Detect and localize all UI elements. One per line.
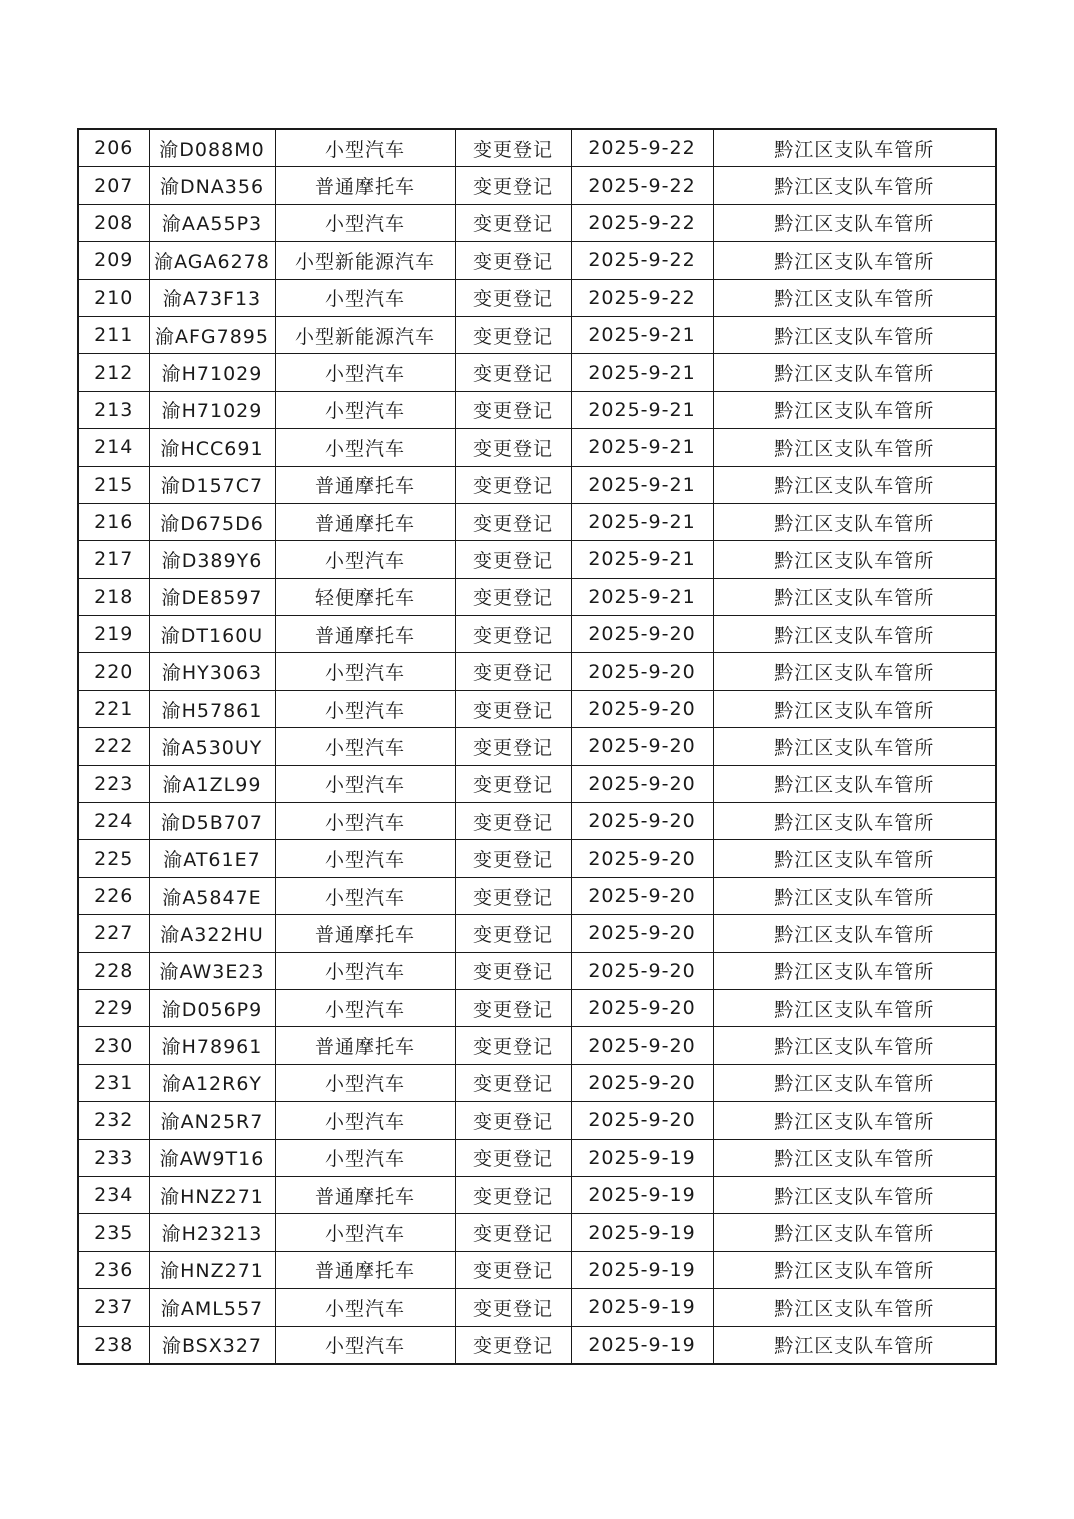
date-cell: 2025-9-22 — [571, 242, 713, 279]
office-cell: 黔江区支队车管所 — [713, 952, 996, 989]
row-number-cell: 210 — [78, 279, 149, 316]
office-cell: 黔江区支队车管所 — [713, 242, 996, 279]
office-cell: 黔江区支队车管所 — [713, 204, 996, 241]
vehicle-type-cell: 小型汽车 — [275, 840, 455, 877]
business-type-cell: 变更登记 — [455, 765, 571, 802]
plate-number-cell: 渝AT61E7 — [149, 840, 275, 877]
business-type-cell: 变更登记 — [455, 466, 571, 503]
vehicle-registration-table — [77, 128, 997, 1365]
row-number-cell: 221 — [78, 690, 149, 727]
table-row — [78, 840, 996, 877]
business-type-cell: 变更登记 — [455, 840, 571, 877]
date-cell: 2025-9-19 — [571, 1176, 713, 1213]
business-type-cell: 变更登记 — [455, 989, 571, 1026]
date-cell: 2025-9-20 — [571, 952, 713, 989]
table-row — [78, 541, 996, 578]
vehicle-type-cell: 小型汽车 — [275, 1064, 455, 1101]
office-cell: 黔江区支队车管所 — [713, 765, 996, 802]
business-type-cell: 变更登记 — [455, 1064, 571, 1101]
plate-number-cell: 渝AW3E23 — [149, 952, 275, 989]
plate-number-cell: 渝H71029 — [149, 354, 275, 391]
business-type-cell: 变更登记 — [455, 616, 571, 653]
office-cell: 黔江区支队车管所 — [713, 1214, 996, 1251]
plate-number-cell: 渝AN25R7 — [149, 1102, 275, 1139]
plate-number-cell: 渝D675D6 — [149, 503, 275, 540]
table-row — [78, 1102, 996, 1139]
business-type-cell: 变更登记 — [455, 429, 571, 466]
vehicle-type-cell: 小型汽车 — [275, 877, 455, 914]
vehicle-type-cell: 普通摩托车 — [275, 1251, 455, 1288]
table-row — [78, 204, 996, 241]
row-number-cell: 231 — [78, 1064, 149, 1101]
date-cell: 2025-9-20 — [571, 616, 713, 653]
table-row — [78, 915, 996, 952]
office-cell: 黔江区支队车管所 — [713, 877, 996, 914]
table-row — [78, 578, 996, 615]
plate-number-cell: 渝HCC691 — [149, 429, 275, 466]
office-cell: 黔江区支队车管所 — [713, 167, 996, 204]
row-number-cell: 228 — [78, 952, 149, 989]
plate-number-cell: 渝D389Y6 — [149, 541, 275, 578]
date-cell: 2025-9-22 — [571, 279, 713, 316]
vehicle-type-cell: 普通摩托车 — [275, 616, 455, 653]
office-cell: 黔江区支队车管所 — [713, 129, 996, 167]
row-number-cell: 237 — [78, 1289, 149, 1326]
office-cell: 黔江区支队车管所 — [713, 803, 996, 840]
date-cell: 2025-9-21 — [571, 316, 713, 353]
date-cell: 2025-9-21 — [571, 391, 713, 428]
business-type-cell: 变更登记 — [455, 877, 571, 914]
vehicle-type-cell: 普通摩托车 — [275, 1176, 455, 1213]
row-number-cell: 224 — [78, 803, 149, 840]
vehicle-type-cell: 普通摩托车 — [275, 167, 455, 204]
table-row — [78, 466, 996, 503]
date-cell: 2025-9-19 — [571, 1326, 713, 1364]
office-cell: 黔江区支队车管所 — [713, 1326, 996, 1364]
office-cell: 黔江区支队车管所 — [713, 989, 996, 1026]
date-cell: 2025-9-22 — [571, 129, 713, 167]
plate-number-cell: 渝A530UY — [149, 728, 275, 765]
office-cell: 黔江区支队车管所 — [713, 728, 996, 765]
row-number-cell: 206 — [78, 129, 149, 167]
date-cell: 2025-9-20 — [571, 877, 713, 914]
business-type-cell: 变更登记 — [455, 279, 571, 316]
row-number-cell: 238 — [78, 1326, 149, 1364]
vehicle-type-cell: 小型汽车 — [275, 1139, 455, 1176]
vehicle-type-cell: 小型汽车 — [275, 989, 455, 1026]
table-row — [78, 391, 996, 428]
date-cell: 2025-9-20 — [571, 1102, 713, 1139]
table-row — [78, 354, 996, 391]
table-row — [78, 429, 996, 466]
office-cell: 黔江区支队车管所 — [713, 690, 996, 727]
row-number-cell: 220 — [78, 653, 149, 690]
vehicle-type-cell: 小型汽车 — [275, 204, 455, 241]
business-type-cell: 变更登记 — [455, 915, 571, 952]
office-cell: 黔江区支队车管所 — [713, 429, 996, 466]
date-cell: 2025-9-20 — [571, 690, 713, 727]
table-row — [78, 952, 996, 989]
office-cell: 黔江区支队车管所 — [713, 1102, 996, 1139]
row-number-cell: 218 — [78, 578, 149, 615]
date-cell: 2025-9-20 — [571, 653, 713, 690]
business-type-cell: 变更登记 — [455, 803, 571, 840]
business-type-cell: 变更登记 — [455, 1102, 571, 1139]
business-type-cell: 变更登记 — [455, 1027, 571, 1064]
vehicle-type-cell: 普通摩托车 — [275, 466, 455, 503]
date-cell: 2025-9-20 — [571, 915, 713, 952]
row-number-cell: 225 — [78, 840, 149, 877]
row-number-cell: 234 — [78, 1176, 149, 1213]
date-cell: 2025-9-20 — [571, 1027, 713, 1064]
table-row — [78, 1326, 996, 1364]
office-cell: 黔江区支队车管所 — [713, 616, 996, 653]
office-cell: 黔江区支队车管所 — [713, 653, 996, 690]
date-cell: 2025-9-20 — [571, 840, 713, 877]
office-cell: 黔江区支队车管所 — [713, 1027, 996, 1064]
business-type-cell: 变更登记 — [455, 167, 571, 204]
vehicle-type-cell: 普通摩托车 — [275, 1027, 455, 1064]
row-number-cell: 208 — [78, 204, 149, 241]
plate-number-cell: 渝HNZ271 — [149, 1251, 275, 1288]
vehicle-type-cell: 普通摩托车 — [275, 915, 455, 952]
business-type-cell: 变更登记 — [455, 1214, 571, 1251]
business-type-cell: 变更登记 — [455, 1326, 571, 1364]
plate-number-cell: 渝BSX327 — [149, 1326, 275, 1364]
table-row — [78, 503, 996, 540]
table-row — [78, 728, 996, 765]
table-row — [78, 653, 996, 690]
vehicle-type-cell: 小型汽车 — [275, 1214, 455, 1251]
plate-number-cell: 渝AML557 — [149, 1289, 275, 1326]
business-type-cell: 变更登记 — [455, 242, 571, 279]
office-cell: 黔江区支队车管所 — [713, 840, 996, 877]
business-type-cell: 变更登记 — [455, 728, 571, 765]
row-number-cell: 216 — [78, 503, 149, 540]
table-row — [78, 1289, 996, 1326]
row-number-cell: 235 — [78, 1214, 149, 1251]
row-number-cell: 226 — [78, 877, 149, 914]
vehicle-type-cell: 小型汽车 — [275, 765, 455, 802]
row-number-cell: 229 — [78, 989, 149, 1026]
row-number-cell: 236 — [78, 1251, 149, 1288]
plate-number-cell: 渝A5847E — [149, 877, 275, 914]
row-number-cell: 213 — [78, 391, 149, 428]
table-row — [78, 1064, 996, 1101]
table-row — [78, 803, 996, 840]
plate-number-cell: 渝DT160U — [149, 616, 275, 653]
office-cell: 黔江区支队车管所 — [713, 578, 996, 615]
plate-number-cell: 渝D056P9 — [149, 989, 275, 1026]
row-number-cell: 212 — [78, 354, 149, 391]
vehicle-type-cell: 小型汽车 — [275, 952, 455, 989]
office-cell: 黔江区支队车管所 — [713, 1064, 996, 1101]
office-cell: 黔江区支队车管所 — [713, 1176, 996, 1213]
plate-number-cell: 渝A322HU — [149, 915, 275, 952]
business-type-cell: 变更登记 — [455, 204, 571, 241]
table-row — [78, 1214, 996, 1251]
date-cell: 2025-9-21 — [571, 354, 713, 391]
date-cell: 2025-9-21 — [571, 429, 713, 466]
plate-number-cell: 渝H23213 — [149, 1214, 275, 1251]
plate-number-cell: 渝DNA356 — [149, 167, 275, 204]
row-number-cell: 209 — [78, 242, 149, 279]
table-row — [78, 989, 996, 1026]
vehicle-type-cell: 小型新能源汽车 — [275, 316, 455, 353]
plate-number-cell: 渝A73F13 — [149, 279, 275, 316]
business-type-cell: 变更登记 — [455, 1176, 571, 1213]
row-number-cell: 233 — [78, 1139, 149, 1176]
date-cell: 2025-9-19 — [571, 1214, 713, 1251]
vehicle-type-cell: 小型汽车 — [275, 541, 455, 578]
plate-number-cell: 渝DE8597 — [149, 578, 275, 615]
vehicle-type-cell: 小型汽车 — [275, 279, 455, 316]
business-type-cell: 变更登记 — [455, 354, 571, 391]
business-type-cell: 变更登记 — [455, 952, 571, 989]
date-cell: 2025-9-21 — [571, 578, 713, 615]
table-row — [78, 1176, 996, 1213]
table-row — [78, 316, 996, 353]
table-row — [78, 242, 996, 279]
date-cell: 2025-9-20 — [571, 765, 713, 802]
row-number-cell: 215 — [78, 466, 149, 503]
date-cell: 2025-9-21 — [571, 466, 713, 503]
vehicle-type-cell: 普通摩托车 — [275, 503, 455, 540]
vehicle-type-cell: 小型汽车 — [275, 690, 455, 727]
table-row — [78, 167, 996, 204]
business-type-cell: 变更登记 — [455, 503, 571, 540]
date-cell: 2025-9-22 — [571, 204, 713, 241]
row-number-cell: 214 — [78, 429, 149, 466]
table-row — [78, 765, 996, 802]
plate-number-cell: 渝HNZ271 — [149, 1176, 275, 1213]
table-row — [78, 690, 996, 727]
office-cell: 黔江区支队车管所 — [713, 1251, 996, 1288]
plate-number-cell: 渝AGA6278 — [149, 242, 275, 279]
row-number-cell: 211 — [78, 316, 149, 353]
office-cell: 黔江区支队车管所 — [713, 503, 996, 540]
business-type-cell: 变更登记 — [455, 690, 571, 727]
business-type-cell: 变更登记 — [455, 653, 571, 690]
plate-number-cell: 渝H71029 — [149, 391, 275, 428]
date-cell: 2025-9-20 — [571, 728, 713, 765]
office-cell: 黔江区支队车管所 — [713, 1289, 996, 1326]
table-row — [78, 1027, 996, 1064]
table-row — [78, 616, 996, 653]
business-type-cell: 变更登记 — [455, 391, 571, 428]
date-cell: 2025-9-20 — [571, 1064, 713, 1101]
vehicle-type-cell: 轻便摩托车 — [275, 578, 455, 615]
plate-number-cell: 渝AFG7895 — [149, 316, 275, 353]
vehicle-type-cell: 小型汽车 — [275, 1102, 455, 1139]
office-cell: 黔江区支队车管所 — [713, 279, 996, 316]
business-type-cell: 变更登记 — [455, 541, 571, 578]
table-row — [78, 129, 996, 167]
row-number-cell: 230 — [78, 1027, 149, 1064]
vehicle-type-cell: 小型汽车 — [275, 129, 455, 167]
business-type-cell: 变更登记 — [455, 1289, 571, 1326]
date-cell: 2025-9-19 — [571, 1139, 713, 1176]
office-cell: 黔江区支队车管所 — [713, 391, 996, 428]
vehicle-type-cell: 小型新能源汽车 — [275, 242, 455, 279]
vehicle-type-cell: 小型汽车 — [275, 354, 455, 391]
row-number-cell: 223 — [78, 765, 149, 802]
plate-number-cell: 渝AW9T16 — [149, 1139, 275, 1176]
date-cell: 2025-9-22 — [571, 167, 713, 204]
vehicle-type-cell: 小型汽车 — [275, 1289, 455, 1326]
vehicle-type-cell: 小型汽车 — [275, 429, 455, 466]
business-type-cell: 变更登记 — [455, 1139, 571, 1176]
vehicle-type-cell: 小型汽车 — [275, 728, 455, 765]
plate-number-cell: 渝D088M0 — [149, 129, 275, 167]
date-cell: 2025-9-21 — [571, 541, 713, 578]
row-number-cell: 219 — [78, 616, 149, 653]
office-cell: 黔江区支队车管所 — [713, 1139, 996, 1176]
plate-number-cell: 渝D157C7 — [149, 466, 275, 503]
table-row — [78, 877, 996, 914]
row-number-cell: 207 — [78, 167, 149, 204]
date-cell: 2025-9-19 — [571, 1251, 713, 1288]
date-cell: 2025-9-21 — [571, 503, 713, 540]
table-body — [78, 129, 996, 1364]
business-type-cell: 变更登记 — [455, 1251, 571, 1288]
plate-number-cell: 渝H57861 — [149, 690, 275, 727]
office-cell: 黔江区支队车管所 — [713, 354, 996, 391]
row-number-cell: 217 — [78, 541, 149, 578]
plate-number-cell: 渝D5B707 — [149, 803, 275, 840]
plate-number-cell: 渝A12R6Y — [149, 1064, 275, 1101]
table-row — [78, 1139, 996, 1176]
plate-number-cell: 渝HY3063 — [149, 653, 275, 690]
vehicle-type-cell: 小型汽车 — [275, 391, 455, 428]
plate-number-cell: 渝H78961 — [149, 1027, 275, 1064]
row-number-cell: 227 — [78, 915, 149, 952]
vehicle-type-cell: 小型汽车 — [275, 1326, 455, 1364]
date-cell: 2025-9-20 — [571, 803, 713, 840]
vehicle-type-cell: 小型汽车 — [275, 653, 455, 690]
office-cell: 黔江区支队车管所 — [713, 316, 996, 353]
date-cell: 2025-9-20 — [571, 989, 713, 1026]
business-type-cell: 变更登记 — [455, 316, 571, 353]
office-cell: 黔江区支队车管所 — [713, 541, 996, 578]
business-type-cell: 变更登记 — [455, 578, 571, 615]
business-type-cell: 变更登记 — [455, 129, 571, 167]
table-row — [78, 279, 996, 316]
table-row — [78, 1251, 996, 1288]
vehicle-type-cell: 小型汽车 — [275, 803, 455, 840]
office-cell: 黔江区支队车管所 — [713, 466, 996, 503]
office-cell: 黔江区支队车管所 — [713, 915, 996, 952]
row-number-cell: 222 — [78, 728, 149, 765]
date-cell: 2025-9-19 — [571, 1289, 713, 1326]
row-number-cell: 232 — [78, 1102, 149, 1139]
plate-number-cell: 渝A1ZL99 — [149, 765, 275, 802]
plate-number-cell: 渝AA55P3 — [149, 204, 275, 241]
